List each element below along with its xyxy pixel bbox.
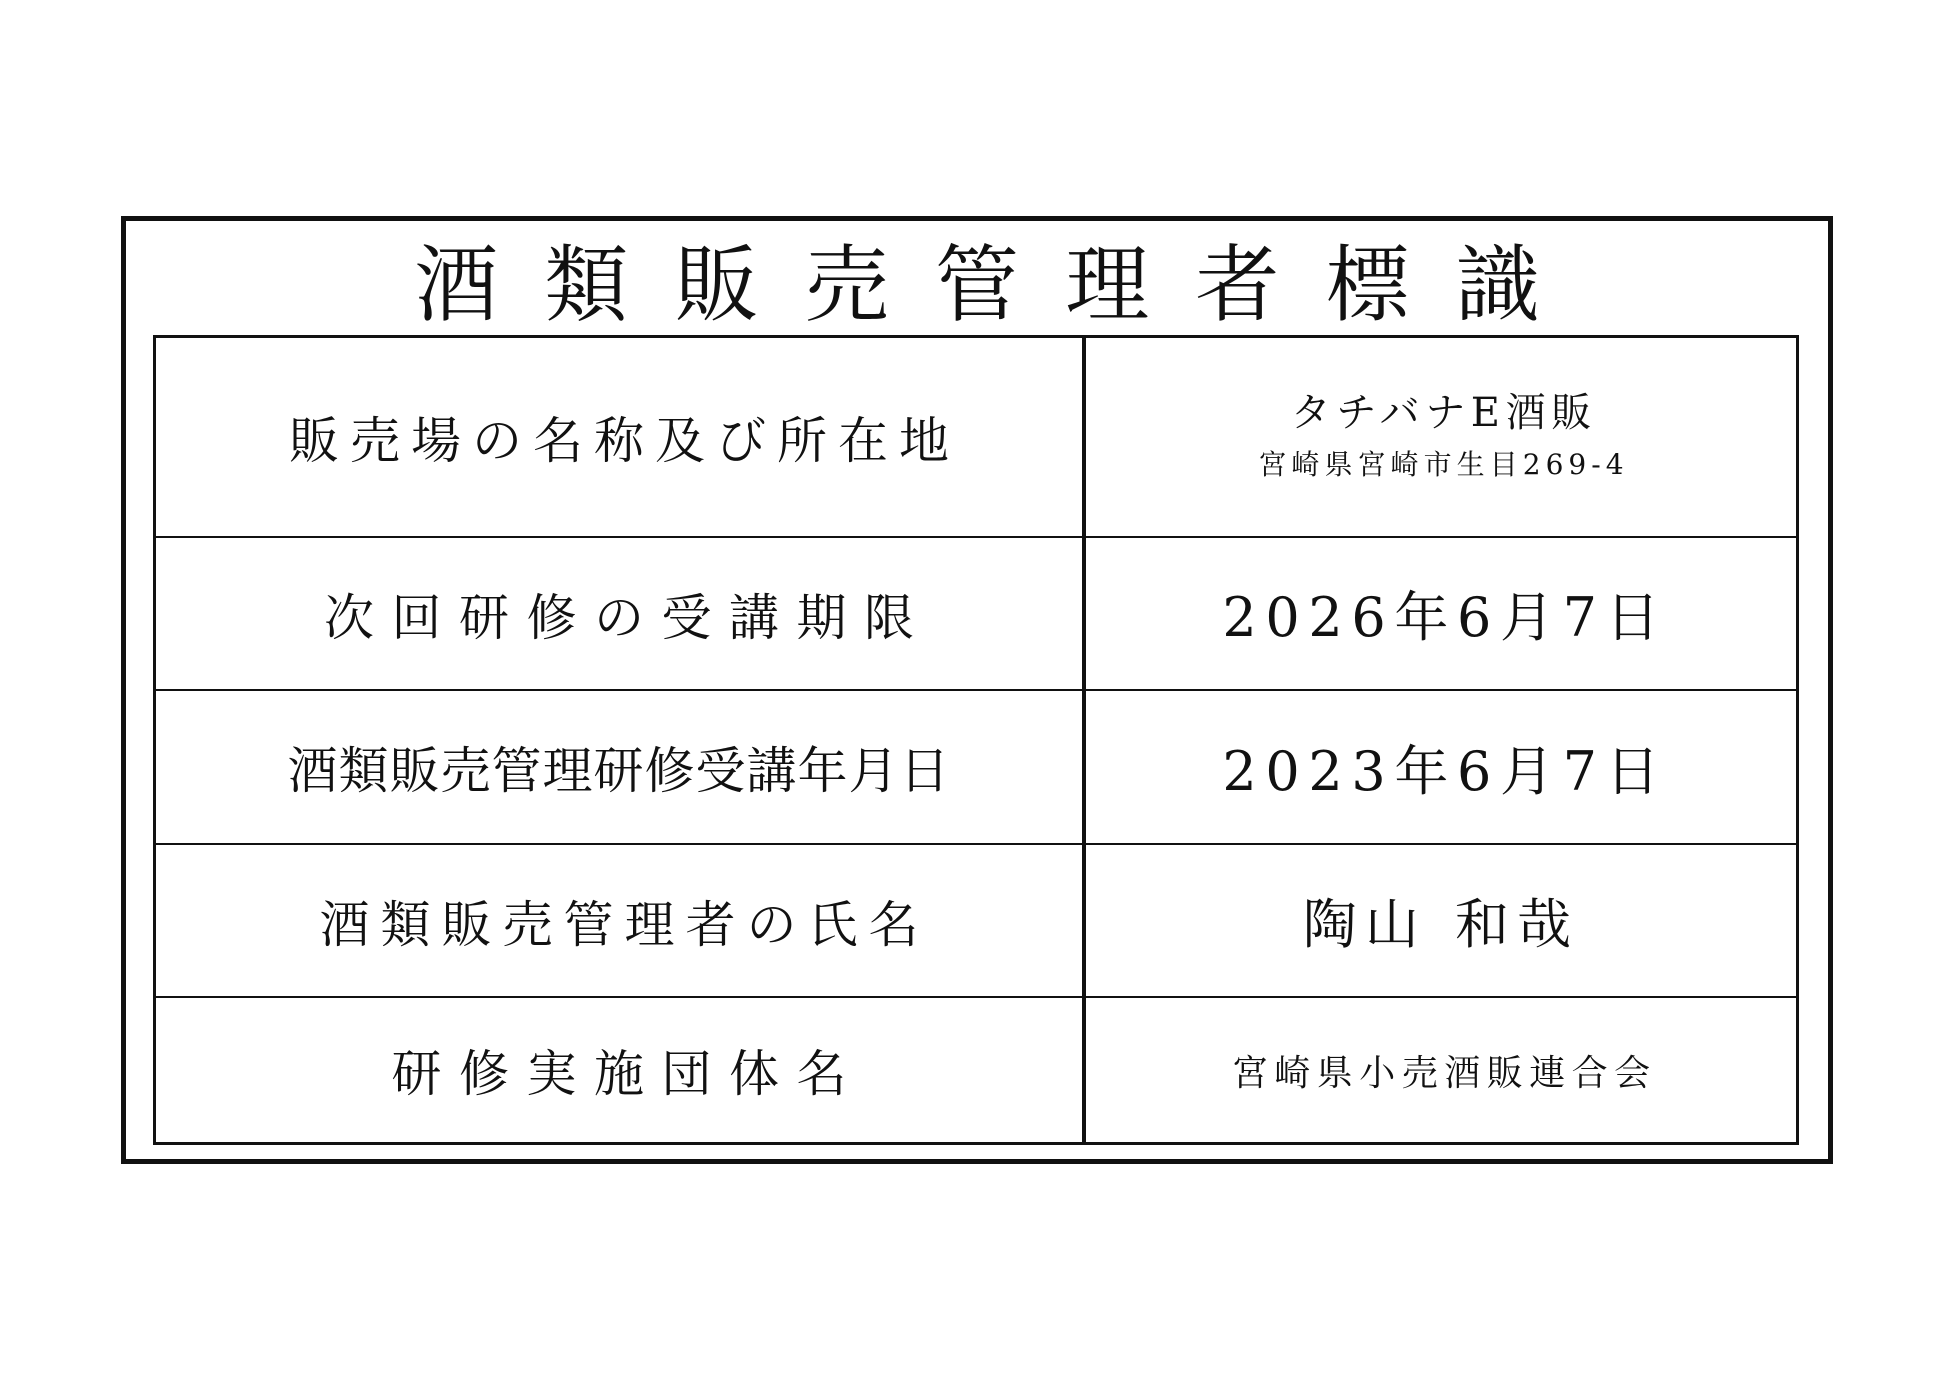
manager-name-value [1303,882,1579,959]
store-address: 宮崎県宮崎市生目269-4 [1258,448,1629,481]
training-org-label: 研修実施団体名 [391,1045,864,1103]
store-name: タチバナE酒販 [1290,390,1597,436]
value-cell [1086,538,1796,689]
manager-name-label: 酒類販売管理者の氏名 [319,895,930,954]
value-cell [1086,998,1796,1142]
store-label: 販売場の名称及び所在地 [289,412,960,470]
next-deadline-label: 次回研修の受講期限 [324,588,932,647]
manager-given-name: 和哉 [1455,893,1580,956]
manager-family-name: 陶山 [1302,893,1427,956]
table-row-manager-name [156,845,1796,998]
table-row-store [156,338,1796,538]
label-cell [156,538,1082,689]
label-cell [156,338,1082,536]
training-date-label: 酒類販売管理研修受講年月日 [287,742,951,800]
value-cell [1086,691,1796,843]
next-deadline-value: 2026年6月7日 [1222,586,1669,649]
liquor-sales-manager-sign [121,216,1833,1164]
training-date-value: 2023年6月7日 [1222,739,1669,803]
table-row-training-date [156,691,1796,845]
table-row-next-deadline [156,538,1796,691]
label-cell [156,691,1082,843]
label-cell [156,998,1082,1142]
sign-title: 酒類販売管理者標識 [414,236,1586,334]
info-table [153,335,1799,1145]
value-cell [1086,845,1796,996]
label-cell [156,845,1082,996]
value-cell [1086,338,1796,536]
training-org-value: 宮崎県小売酒販連合会 [1231,1052,1657,1094]
table-row-training-org [156,998,1796,1142]
